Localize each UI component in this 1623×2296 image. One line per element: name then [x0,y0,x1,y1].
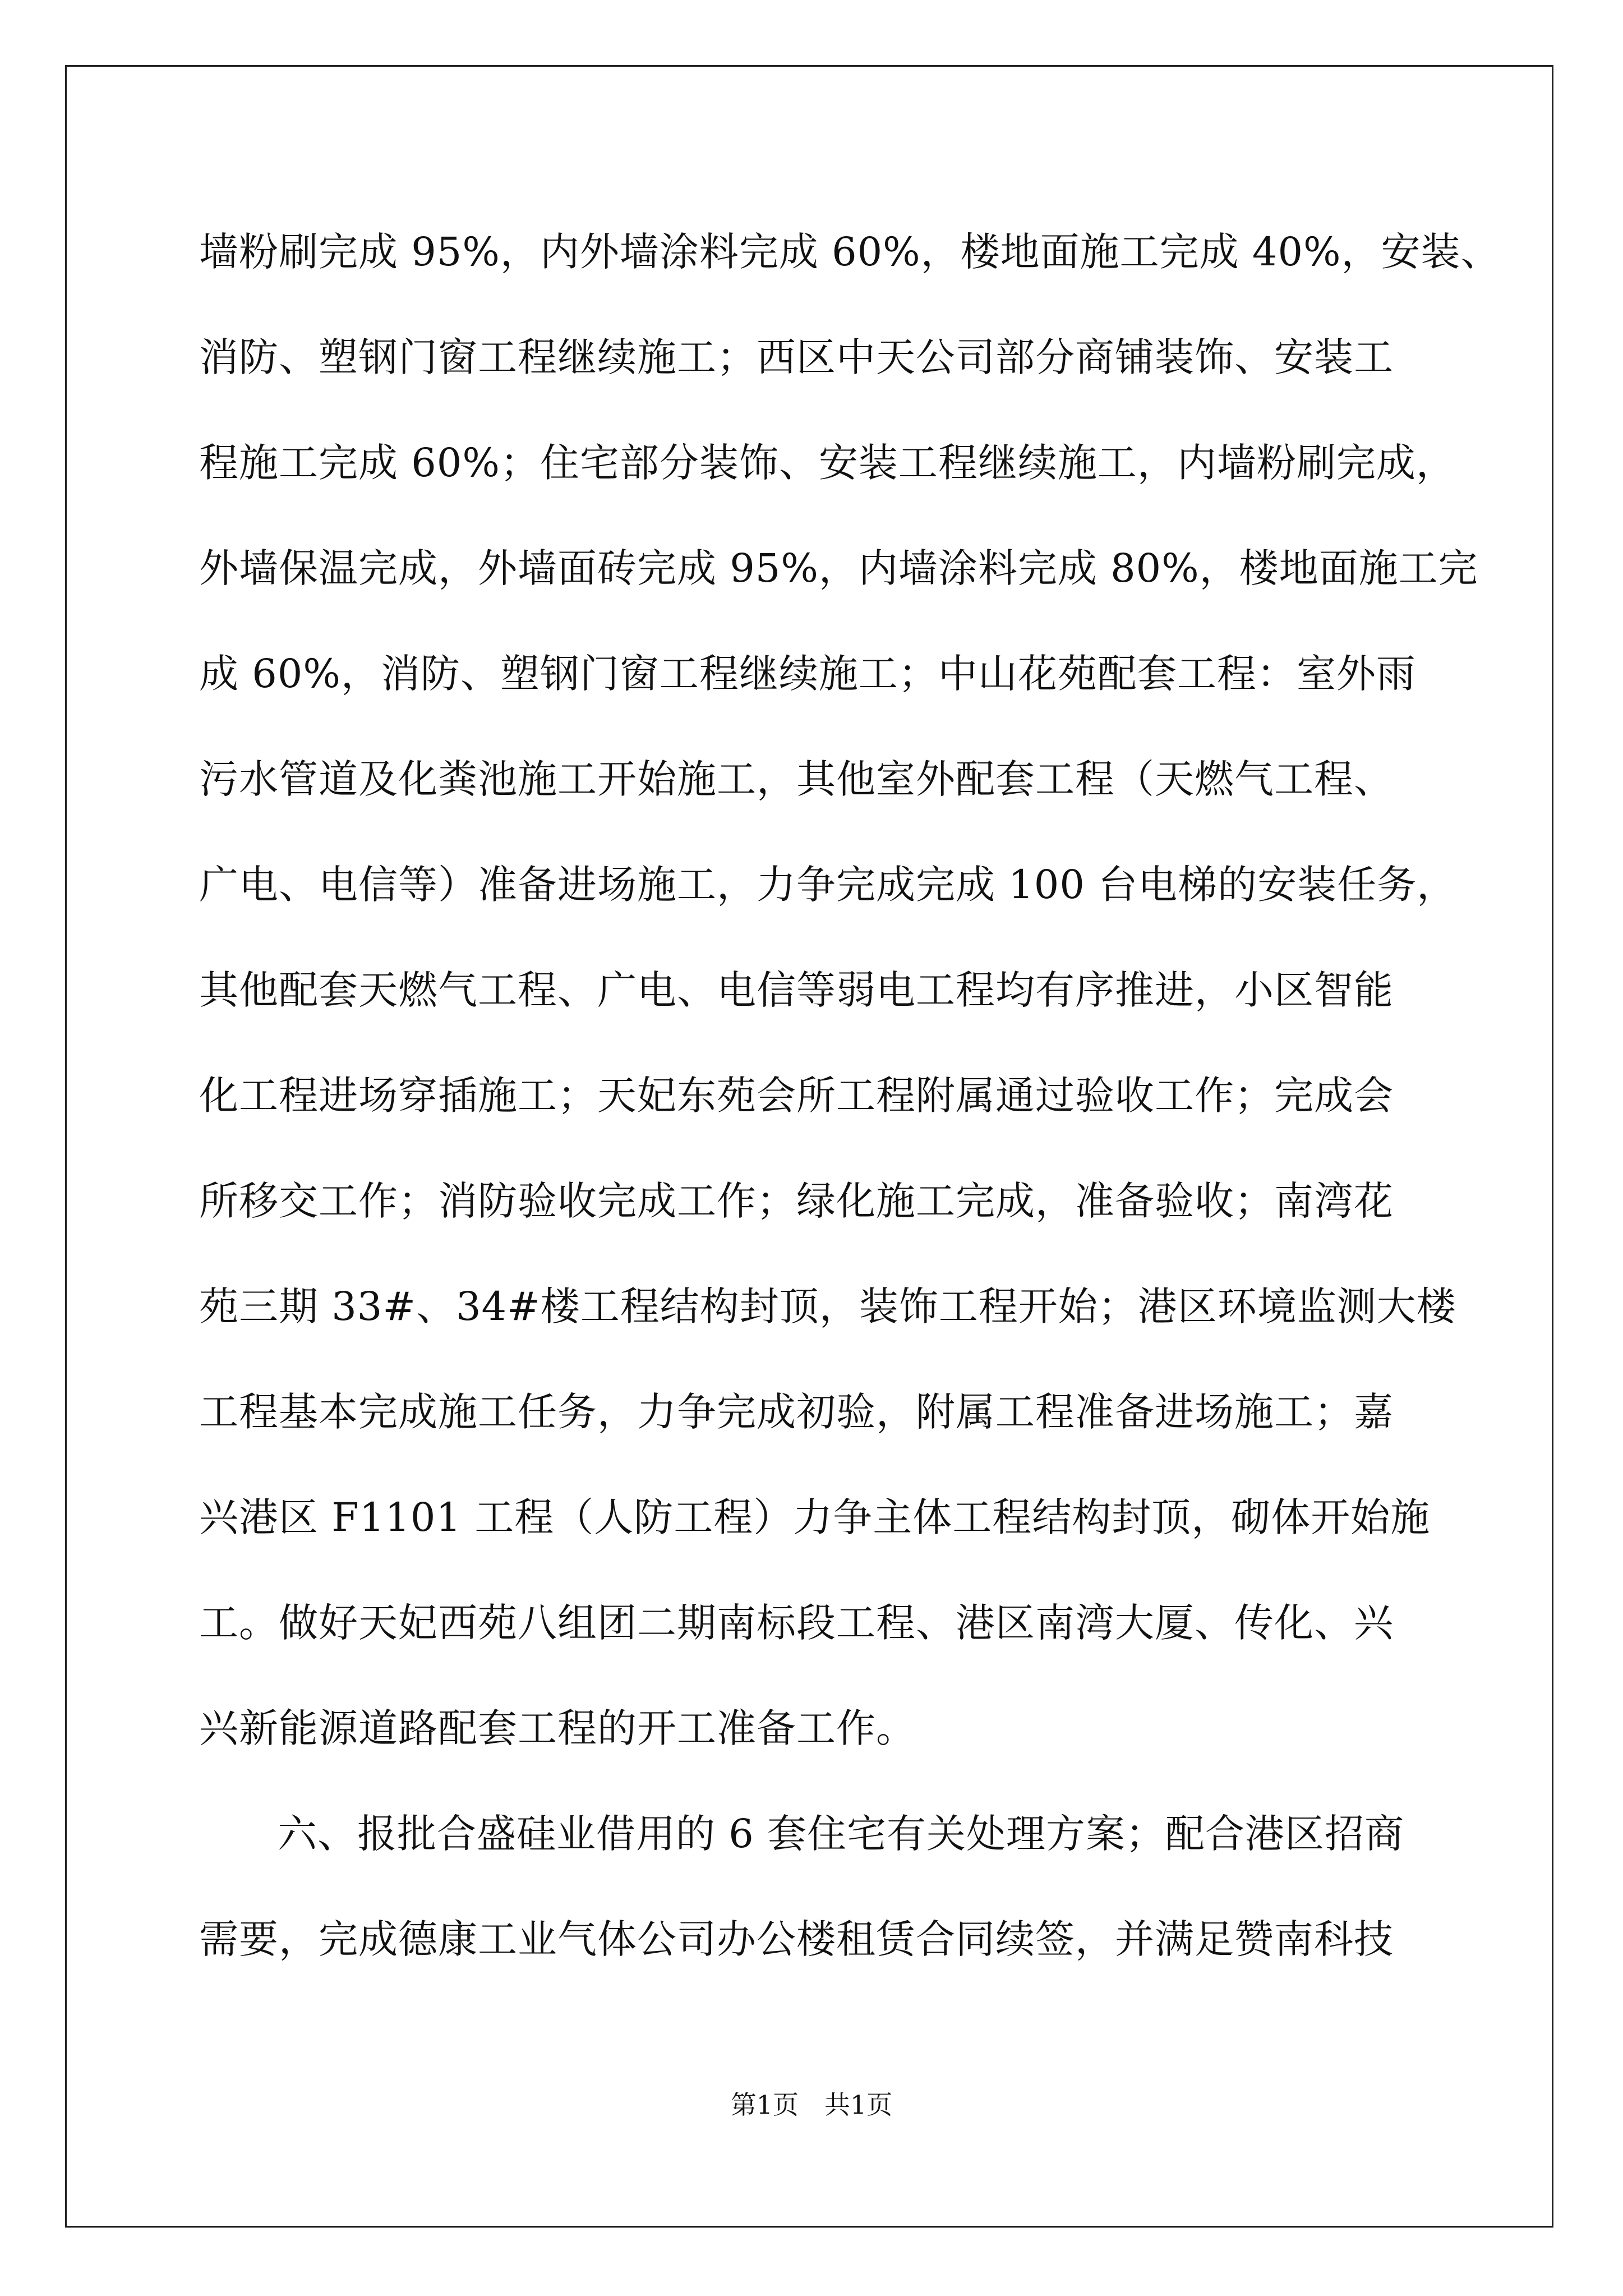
paragraph-2 [199,1781,1438,1992]
text-line: 苑三期 33#、34#楼工程结构封顶，装饰工程开始；港区环境监测大楼 [199,1283,1456,1329]
text-line: 消防、塑钢门窗工程继续施工；西区中天公司部分商铺装饰、安装工 [199,334,1394,380]
page-footer: 第1页 共1页 [730,2090,893,2120]
text-line: 兴新能源道路配套工程的开工准备工作。 [199,1705,916,1751]
text-line: 工。做好天妃西苑八组团二期南标段工程、港区南湾大厦、传化、兴 [199,1600,1394,1646]
text-line: 工程基本完成施工任务，力争完成初验，附属工程准备进场施工；嘉 [199,1389,1394,1435]
text-line: 其他配套天燃气工程、广电、电信等弱电工程均有序推进，小区智能 [199,967,1394,1013]
text-line: 程施工完成 60%；住宅部分装饰、安装工程继续施工，内墙粉刷完成， [199,440,1456,486]
text-line: 六、报批合盛硅业借用的 6 套住宅有关处理方案；配合港区招商 [278,1811,1405,1857]
text-line: 化工程进场穿插施工；天妃东苑会所工程附属通过验收工作；完成会 [199,1073,1394,1119]
text-line: 兴港区 F1101 工程（人防工程）力争主体工程结构封顶，砌体开始施 [199,1494,1431,1540]
text-line: 广电、电信等）准备进场施工，力争完成完成 100 台电梯的安装任务， [199,862,1457,908]
paragraph-1 [199,199,1501,1781]
text-line: 所移交工作；消防验收完成工作；绿化施工完成，准备验收；南湾花 [199,1178,1394,1224]
text-line: 成 60%，消防、塑钢门窗工程继续施工；中山花苑配套工程：室外雨 [199,651,1416,697]
text-line: 需要，完成德康工业气体公司办公楼租赁合同续签，并满足赞南科技 [199,1916,1394,1962]
text-line: 外墙保温完成，外墙面砖完成 95%，内墙涂料完成 80%，楼地面施工完 [199,545,1478,591]
text-line: 污水管道及化粪池施工开始施工，其他室外配套工程（天燃气工程、 [199,756,1394,802]
text-line: 墙粉刷完成 95%，内外墙涂料完成 60%，楼地面施工完成 40%，安装、 [199,229,1501,275]
document-body [199,199,1501,1992]
